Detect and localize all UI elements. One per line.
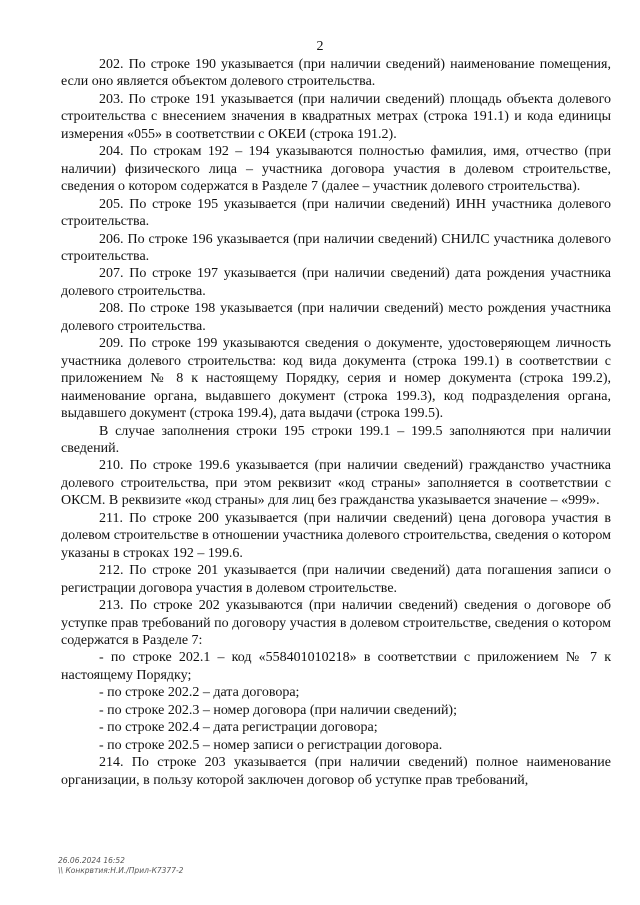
paragraph-207: 207. По строке 197 указывается (при наличии сведений) дата рождения участника долевого строительства. — [61, 266, 611, 299]
paragraph-210: 210. По строке 199.6 указывается (при наличии сведений) гражданство участника долевого строительства, при этом реквизит «код страны» заполняется в соответствии с ОКСМ. В реквизите «код страны» для лиц без гражданства указывается значение – «999». — [61, 458, 611, 509]
list-item-202-5: - по строке 202.5 – номер записи о регистрации договора. — [99, 737, 443, 753]
paragraph-211: 211. По строке 200 указывается (при наличии сведений) цена договора участия в долевом строительстве в отношении участника долевого строительства, сведения о котором указаны в строках 192 – 199.6. — [61, 510, 611, 561]
list-item-202-2: - по строке 202.2 – дата договора; — [99, 685, 300, 701]
page-number: 2 — [316, 39, 324, 54]
paragraph-208: 208. По строке 198 указывается (при наличии сведений) место рождения участника долевого строительства. — [61, 301, 611, 334]
paragraph-209-note: В случае заполнения строки 195 строки 199.1 – 199.5 заполняются при наличии сведений. — [61, 423, 611, 456]
footer-date: 26.06.2024 16:52 — [58, 856, 125, 865]
paragraph-204: 204. По строкам 192 – 194 указываются полностью фамилия, имя, отчество (при наличии) физического лица – участника договора участия в долевом строительстве, сведения о котором содержатся в Разделе 7 (далее – участник долевого строительства). — [61, 144, 611, 195]
paragraph-214: 214. По строке 203 указывается (при наличии сведений) полное наименование организации, в пользу которой заключен договор об уступке прав требований, — [61, 755, 611, 788]
paragraph-213: 213. По строке 202 указываются (при наличии сведений) сведения о договоре об уступке прав требований по договору участия в долевом строительстве, сведения о котором содержатся в Разделе 7: — [61, 598, 611, 648]
footer-file-path: \\ Конкрвтия:Н.И./Прил-К7377-2 — [58, 866, 184, 875]
paragraph-212: 212. По строке 201 указывается (при наличии сведений) дата погашения записи о регистрации договора участия в долевом строительстве. — [61, 563, 611, 596]
document-body — [61, 56, 611, 789]
paragraph-209: 209. По строке 199 указываются сведения о документе, удостоверяющем личность участника долевого строительства: код вида документа (строка 199.1) в соответствии с приложением № 8 к настоящему Порядку, серия и номер документа (строка 199.2), наименование органа, выдавшего документ (строка 199.3), код подразделения органа, выдавшего документ (строка 199.4), дата выдачи (строка 199.5). — [61, 336, 611, 422]
list-item-202-4: - по строке 202.4 – дата регистрации договора; — [99, 720, 378, 736]
paragraph-203: 203. По строке 191 указывается (при наличии сведений) площадь объекта долевого строительства с внесением значения в квадратных метрах (строка 191.1) и кода единицы измерения «055» в соответствии с ОКЕИ (строка 191.2). — [61, 91, 611, 142]
page-footer — [58, 856, 183, 876]
list-item-202-3: - по строке 202.3 – номер договора (при наличии сведений); — [99, 702, 457, 718]
paragraph-206: 206. По строке 196 указывается (при наличии сведений) СНИЛС участника долевого строительства. — [61, 231, 611, 264]
paragraph-205: 205. По строке 195 указывается (при наличии сведений) ИНН участника долевого строительства. — [61, 196, 611, 230]
list-item-202-1: - по строке 202.1 – код «558401010218» в соответствии с приложением № 7 к настоящему Порядку; — [61, 650, 611, 683]
paragraph-202: 202. По строке 190 указывается (при наличии сведений) наименование помещения, если оно является объектом долевого строительства. — [61, 57, 611, 90]
